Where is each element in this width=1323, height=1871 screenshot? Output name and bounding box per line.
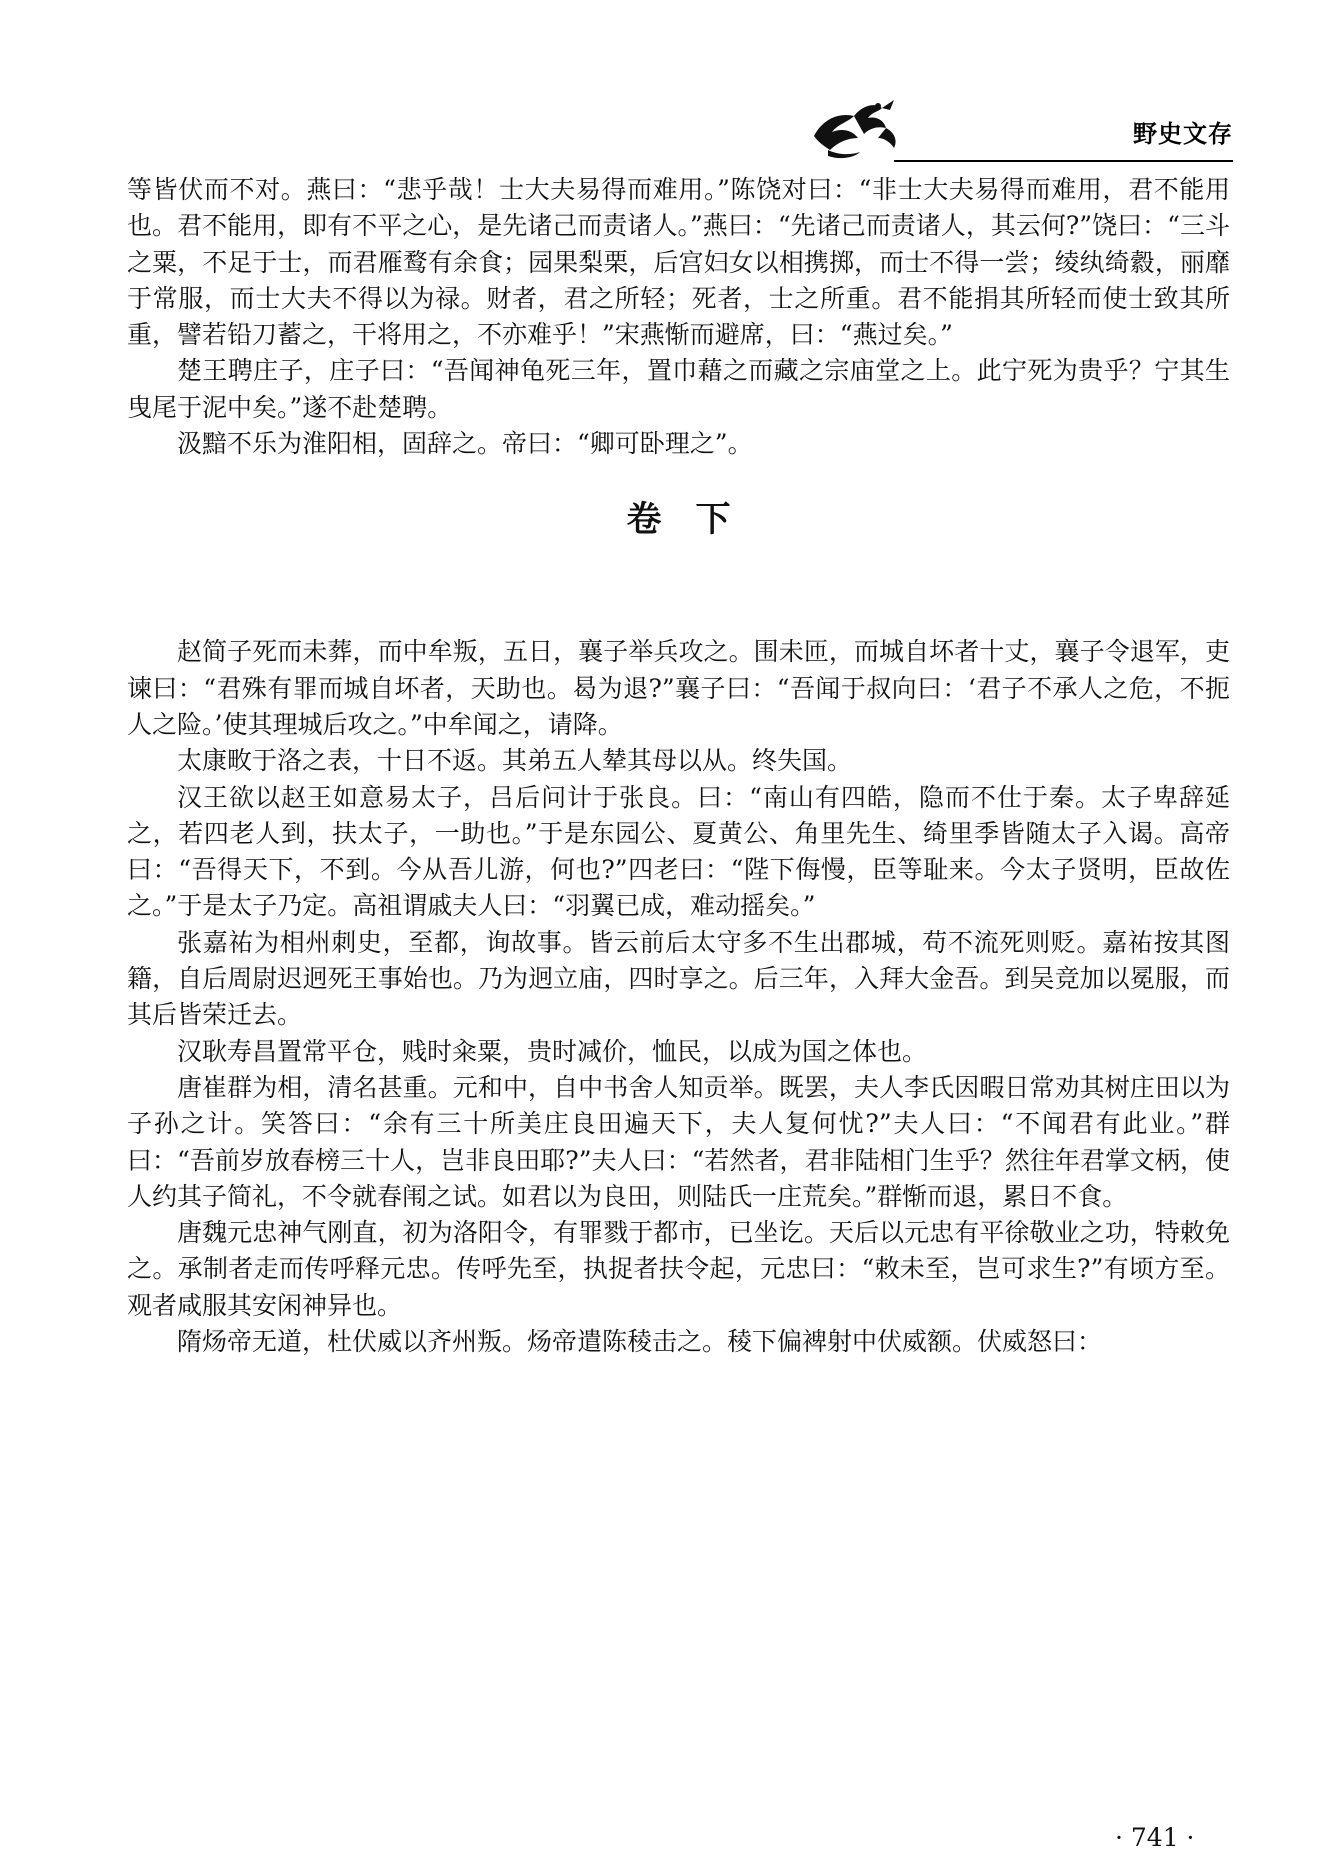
paragraph: 等皆伏而不对。燕曰：“悲乎哉！士大夫易得而难用。”陈饶对曰：“非士大夫易得而难用，君不能用也。君不能用，即有不平之心，是先诸己而责诸人。”燕曰：“先诸己而责诸人，其云何?”饶曰：“三斗之粟，不足于士，而君雁鹜有余食；园果梨栗，后宫妇女以相携掷，而士不得一尝；绫纨绮縠，丽靡于常服，而士大夫不得以为禄。财者，君之所轻；死者，士之所重。君不能捐其所轻而使士致其所重，譬若铅刀蓄之，干将用之，不亦难乎！”宋燕惭而避席，曰：“燕过矣。”	[127, 175, 1230, 350]
paragraph: 唐魏元忠神气刚直，初为洛阳令，有罪戮于都市，已坐讫。天后以元忠有平徐敬业之功，特敕免之。承制者走而传呼释元忠。传呼先至，执捉者扶令起，元忠曰：“敕未至，岂可求生?”有顷方至。观者咸服其安闲神异也。	[127, 1218, 1230, 1320]
paragraph: 楚王聘庄子，庄子曰：“吾闻神龟死三年，置巾藉之而藏之宗庙堂之上。此宁死为贵乎？宁其生曳尾于泥中矣。”遂不赴楚聘。	[127, 356, 1230, 422]
paragraph: 汲黯不乐为淮阳相，固辞之。帝曰：“卿可卧理之”。	[177, 429, 753, 459]
paragraph: 张嘉祐为相州刺史，至都，询故事。皆云前后太守多不生出郡城，苟不流死则贬。嘉祐按其图籍，自后周尉迟迥死王事始也。乃为迥立庙，四时享之。后三年，入拜大金吾。到吴竞加以冕服，而其后皆荣迁去。	[127, 927, 1230, 1030]
series-title: 野史文存	[1133, 120, 1233, 148]
paragraph: 太康畋于洛之表，十日不返。其弟五人辇其母以从。终失国。	[177, 746, 853, 776]
paragraph: 汉耿寿昌置常平仓，贱时籴粟，贵时减价，恤民，以成为国之体也。	[177, 1036, 928, 1066]
paragraph: 赵简子死而未葬，而中牟叛，五日，襄子举兵攻之。围未匝，而城自坏者十丈，襄子令退军，吏谏曰：“君殊有罪而城自坏者，天助也。曷为退?”襄子曰：“吾闻于叔向曰：‘君子不承人之危，不扼人之险。’使其理城后攻之。”中牟闻之，请降。	[127, 637, 1230, 739]
section-heading: 卷下	[626, 500, 765, 541]
paragraph: 隋炀帝无道，杜伏威以齐州叛。炀帝遣陈稜击之。稜下偏裨射中伏威额。伏威怒曰：	[177, 1327, 1103, 1357]
paragraph: 唐崔群为相，清名甚重。元和中，自中书舍人知贡举。既罢，夫人李氏因暇日常劝其树庄田以为子孙之计。笑答曰：“余有三十所美庄良田遍天下，夫人复何忧?”夫人曰：“不闻君有此业。”群曰：“吾前岁放春榜三十人，岂非良田耶?”夫人曰：“若然者，君非陆相门生乎？然往年君掌文柄，使人约其子简礼，不令就春闱之试。如君以为良田，则陆氏一庄荒矣。”群惭而退，累日不食。	[127, 1072, 1230, 1211]
page-header	[808, 92, 1233, 162]
page-body	[127, 172, 1230, 1360]
dragon-logo-icon	[808, 92, 908, 162]
paragraph: 汉王欲以赵王如意易太子，吕后问计于张良。曰：“南山有四皓，隐而不仕于秦。太子卑辞延之，若四老人到，扶太子，一助也。”于是东园公、夏黄公、角里先生、绮里季皆随太子入谒。高帝曰：“吾得天下，不到。今从吾儿游，何也?”四老曰：“陛下侮慢，臣等耻来。今太子贤明，臣故佐之。”于是太子乃定。高祖谓戚夫人曰：“羽翼已成，难动摇矣。”	[127, 782, 1230, 921]
page-number: · 741 ·	[1115, 1823, 1195, 1852]
header-rule	[894, 160, 1233, 162]
section-break	[127, 462, 1230, 634]
